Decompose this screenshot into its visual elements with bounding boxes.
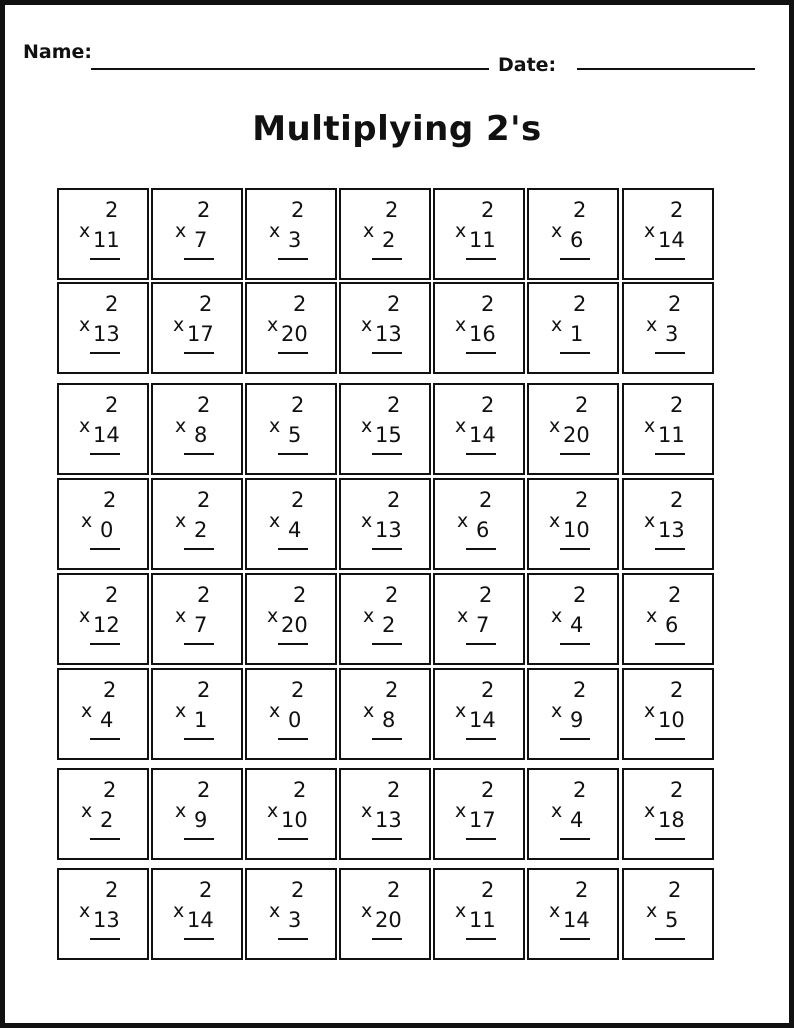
- multiplier: 1: [570, 322, 584, 346]
- multiplicand: 2: [479, 488, 493, 512]
- times-sign: x: [551, 700, 563, 722]
- times-sign: x: [551, 314, 563, 336]
- times-sign: x: [646, 605, 658, 627]
- page-title: Multiplying 2's: [252, 109, 542, 149]
- multiplicand: 2: [670, 393, 684, 417]
- multiplier: 11: [469, 908, 496, 932]
- multiplicand: 2: [573, 198, 587, 222]
- answer-line[interactable]: [372, 548, 402, 550]
- problem-cell: [57, 478, 149, 570]
- answer-line[interactable]: [184, 738, 214, 740]
- problem-cell: [57, 573, 149, 665]
- multiplicand: 2: [481, 678, 495, 702]
- times-sign: x: [455, 220, 467, 242]
- times-sign: x: [644, 220, 656, 242]
- multiplier: 7: [194, 228, 208, 252]
- multiplicand: 2: [291, 393, 305, 417]
- answer-line[interactable]: [90, 453, 120, 455]
- problem-cell: [151, 573, 243, 665]
- multiplier: 5: [288, 423, 302, 447]
- problem-cell: [57, 383, 149, 475]
- answer-line[interactable]: [184, 453, 214, 455]
- problem-cell: [527, 188, 619, 280]
- multiplicand: 2: [293, 778, 307, 802]
- multiplicand: 2: [103, 678, 117, 702]
- problem-cell: [622, 868, 714, 960]
- times-sign: x: [457, 510, 469, 532]
- answer-line[interactable]: [184, 643, 214, 645]
- times-sign: x: [644, 510, 656, 532]
- multiplier: 13: [93, 908, 120, 932]
- problem-cell: [527, 573, 619, 665]
- answer-line[interactable]: [372, 738, 402, 740]
- problem-cell: [339, 768, 431, 860]
- multiplier: 1: [194, 708, 208, 732]
- problem-cell: [339, 478, 431, 570]
- answer-line[interactable]: [372, 352, 402, 354]
- times-sign: x: [175, 415, 187, 437]
- multiplier: 7: [476, 613, 490, 637]
- problem-cell: [151, 282, 243, 374]
- problem-cell: [151, 188, 243, 280]
- times-sign: x: [455, 800, 467, 822]
- problem-cell: [433, 668, 525, 760]
- multiplier: 7: [194, 613, 208, 637]
- multiplicand: 2: [103, 778, 117, 802]
- answer-line[interactable]: [278, 258, 308, 260]
- name-label: Name:: [23, 41, 93, 63]
- problem-cell: [245, 573, 337, 665]
- problem-cell: [622, 188, 714, 280]
- multiplicand: 2: [668, 583, 682, 607]
- answer-line[interactable]: [466, 258, 496, 260]
- multiplicand: 2: [197, 488, 211, 512]
- problem-cell: [433, 188, 525, 280]
- answer-line[interactable]: [372, 643, 402, 645]
- times-sign: x: [175, 605, 187, 627]
- times-sign: x: [549, 510, 561, 532]
- multiplicand: 2: [197, 583, 211, 607]
- problem-cell: [151, 668, 243, 760]
- answer-line[interactable]: [184, 938, 214, 940]
- answer-line[interactable]: [655, 838, 685, 840]
- problem-cell: [57, 868, 149, 960]
- answer-line[interactable]: [655, 938, 685, 940]
- problem-cell: [151, 768, 243, 860]
- multiplier: 14: [658, 228, 685, 252]
- answer-line[interactable]: [560, 838, 590, 840]
- multiplier: 15: [375, 423, 402, 447]
- multiplier: 8: [194, 423, 208, 447]
- times-sign: x: [175, 800, 187, 822]
- answer-line[interactable]: [90, 548, 120, 550]
- answer-line[interactable]: [278, 838, 308, 840]
- multiplicand: 2: [293, 292, 307, 316]
- multiplicand: 2: [575, 878, 589, 902]
- times-sign: x: [267, 314, 279, 336]
- answer-line[interactable]: [466, 548, 496, 550]
- multiplicand: 2: [291, 878, 305, 902]
- answer-line[interactable]: [466, 838, 496, 840]
- answer-line[interactable]: [466, 738, 496, 740]
- problem-cell: [622, 282, 714, 374]
- answer-line[interactable]: [372, 838, 402, 840]
- times-sign: x: [79, 220, 91, 242]
- answer-line[interactable]: [372, 453, 402, 455]
- multiplier: 13: [93, 322, 120, 346]
- times-sign: x: [363, 220, 375, 242]
- multiplicand: 2: [575, 488, 589, 512]
- problem-cell: [622, 668, 714, 760]
- answer-line[interactable]: [90, 258, 120, 260]
- answer-line[interactable]: [184, 548, 214, 550]
- answer-line[interactable]: [560, 738, 590, 740]
- answer-line[interactable]: [560, 938, 590, 940]
- times-sign: x: [455, 314, 467, 336]
- multiplicand: 2: [197, 678, 211, 702]
- multiplier: 13: [375, 518, 402, 542]
- answer-line[interactable]: [466, 453, 496, 455]
- problem-cell: [245, 668, 337, 760]
- answer-line[interactable]: [278, 352, 308, 354]
- problem-cell: [622, 383, 714, 475]
- answer-line[interactable]: [560, 453, 590, 455]
- times-sign: x: [549, 415, 561, 437]
- problem-grid: [57, 188, 718, 967]
- times-sign: x: [79, 314, 91, 336]
- problem-cell: [433, 768, 525, 860]
- times-sign: x: [79, 605, 91, 627]
- multiplicand: 2: [387, 878, 401, 902]
- problem-cell: [339, 383, 431, 475]
- answer-line[interactable]: [655, 352, 685, 354]
- problem-cell: [433, 478, 525, 570]
- multiplier: 6: [570, 228, 584, 252]
- multiplier: 13: [658, 518, 685, 542]
- answer-line[interactable]: [372, 258, 402, 260]
- answer-line[interactable]: [655, 453, 685, 455]
- multiplicand: 2: [385, 583, 399, 607]
- multiplier: 20: [281, 322, 308, 346]
- times-sign: x: [551, 800, 563, 822]
- problem-cell: [339, 668, 431, 760]
- multiplicand: 2: [385, 678, 399, 702]
- problem-cell: [433, 383, 525, 475]
- multiplier: 2: [382, 613, 396, 637]
- multiplicand: 2: [479, 583, 493, 607]
- times-sign: x: [455, 900, 467, 922]
- problem-cell: [245, 768, 337, 860]
- multiplier: 3: [288, 908, 302, 932]
- problem-cell: [57, 768, 149, 860]
- multiplicand: 2: [197, 778, 211, 802]
- multiplicand: 2: [668, 292, 682, 316]
- multiplicand: 2: [103, 488, 117, 512]
- problem-cell: [339, 188, 431, 280]
- multiplier: 9: [194, 808, 208, 832]
- answer-line[interactable]: [655, 258, 685, 260]
- times-sign: x: [361, 800, 373, 822]
- problem-cell: [339, 282, 431, 374]
- problem-cell: [433, 282, 525, 374]
- multiplier: 3: [665, 322, 679, 346]
- problem-cell: [57, 282, 149, 374]
- multiplier: 6: [476, 518, 490, 542]
- multiplicand: 2: [105, 393, 119, 417]
- multiplicand: 2: [199, 878, 213, 902]
- times-sign: x: [361, 900, 373, 922]
- times-sign: x: [646, 314, 658, 336]
- multiplicand: 2: [291, 678, 305, 702]
- multiplicand: 2: [291, 198, 305, 222]
- multiplier: 2: [100, 808, 114, 832]
- times-sign: x: [79, 900, 91, 922]
- multiplier: 8: [382, 708, 396, 732]
- times-sign: x: [81, 800, 93, 822]
- multiplicand: 2: [291, 488, 305, 512]
- multiplier: 2: [382, 228, 396, 252]
- answer-line[interactable]: [278, 548, 308, 550]
- problem-cell: [339, 573, 431, 665]
- answer-line[interactable]: [560, 258, 590, 260]
- problem-cell: [245, 868, 337, 960]
- multiplier: 4: [570, 613, 584, 637]
- multiplier: 12: [93, 613, 120, 637]
- multiplicand: 2: [573, 292, 587, 316]
- multiplier: 10: [281, 808, 308, 832]
- times-sign: x: [173, 314, 185, 336]
- times-sign: x: [455, 700, 467, 722]
- times-sign: x: [361, 314, 373, 336]
- problem-cell: [527, 282, 619, 374]
- multiplier: 10: [658, 708, 685, 732]
- problem-cell: [527, 768, 619, 860]
- times-sign: x: [646, 900, 658, 922]
- times-sign: x: [175, 510, 187, 532]
- problem-cell: [339, 868, 431, 960]
- times-sign: x: [267, 800, 279, 822]
- multiplier: 14: [469, 423, 496, 447]
- multiplicand: 2: [670, 488, 684, 512]
- multiplicand: 2: [481, 778, 495, 802]
- answer-line[interactable]: [372, 938, 402, 940]
- multiplier: 10: [563, 518, 590, 542]
- multiplicand: 2: [387, 292, 401, 316]
- times-sign: x: [644, 800, 656, 822]
- date-label: Date:: [498, 54, 557, 76]
- multiplier: 5: [665, 908, 679, 932]
- problem-cell: [245, 383, 337, 475]
- multiplier: 14: [187, 908, 214, 932]
- multiplicand: 2: [199, 292, 213, 316]
- times-sign: x: [267, 605, 279, 627]
- multiplicand: 2: [387, 488, 401, 512]
- problem-cell: [57, 668, 149, 760]
- answer-line[interactable]: [466, 643, 496, 645]
- multiplier: 13: [375, 322, 402, 346]
- problem-cell: [527, 478, 619, 570]
- times-sign: x: [363, 700, 375, 722]
- answer-line[interactable]: [655, 548, 685, 550]
- times-sign: x: [173, 900, 185, 922]
- times-sign: x: [79, 415, 91, 437]
- answer-line[interactable]: [90, 838, 120, 840]
- multiplier: 11: [469, 228, 496, 252]
- multiplier: 20: [563, 423, 590, 447]
- multiplicand: 2: [573, 678, 587, 702]
- worksheet-header: [5, 5, 789, 95]
- multiplicand: 2: [481, 292, 495, 316]
- answer-line[interactable]: [560, 643, 590, 645]
- multiplicand: 2: [573, 778, 587, 802]
- multiplier: 14: [563, 908, 590, 932]
- multiplier: 3: [288, 228, 302, 252]
- problem-cell: [245, 282, 337, 374]
- name-field[interactable]: [91, 68, 489, 70]
- answer-line[interactable]: [278, 938, 308, 940]
- multiplicand: 2: [105, 878, 119, 902]
- multiplicand: 2: [573, 583, 587, 607]
- problem-cell: [151, 478, 243, 570]
- multiplicand: 2: [670, 678, 684, 702]
- answer-line[interactable]: [466, 352, 496, 354]
- answer-line[interactable]: [184, 838, 214, 840]
- problem-cell: [622, 768, 714, 860]
- times-sign: x: [81, 700, 93, 722]
- problem-cell: [151, 383, 243, 475]
- times-sign: x: [363, 605, 375, 627]
- times-sign: x: [175, 220, 187, 242]
- problem-cell: [527, 668, 619, 760]
- multiplier: 17: [469, 808, 496, 832]
- problem-cell: [622, 573, 714, 665]
- multiplicand: 2: [481, 198, 495, 222]
- multiplier: 2: [194, 518, 208, 542]
- answer-line[interactable]: [466, 938, 496, 940]
- answer-line[interactable]: [560, 548, 590, 550]
- multiplier: 20: [375, 908, 402, 932]
- times-sign: x: [551, 220, 563, 242]
- multiplier: 9: [570, 708, 584, 732]
- problem-cell: [433, 868, 525, 960]
- problem-cell: [151, 868, 243, 960]
- problem-cell: [245, 188, 337, 280]
- date-field[interactable]: [577, 68, 755, 70]
- multiplicand: 2: [385, 198, 399, 222]
- times-sign: x: [175, 700, 187, 722]
- multiplicand: 2: [197, 198, 211, 222]
- multiplier: 17: [187, 322, 214, 346]
- times-sign: x: [361, 510, 373, 532]
- answer-line[interactable]: [278, 453, 308, 455]
- multiplier: 16: [469, 322, 496, 346]
- multiplier: 0: [100, 518, 114, 542]
- answer-line[interactable]: [184, 258, 214, 260]
- multiplier: 4: [100, 708, 114, 732]
- multiplicand: 2: [670, 198, 684, 222]
- problem-cell: [527, 868, 619, 960]
- multiplier: 14: [469, 708, 496, 732]
- multiplicand: 2: [293, 583, 307, 607]
- multiplicand: 2: [481, 878, 495, 902]
- multiplier: 6: [665, 613, 679, 637]
- problem-cell: [622, 478, 714, 570]
- multiplier: 18: [658, 808, 685, 832]
- problem-cell: [245, 478, 337, 570]
- times-sign: x: [269, 700, 281, 722]
- multiplicand: 2: [670, 778, 684, 802]
- multiplier: 4: [570, 808, 584, 832]
- answer-line[interactable]: [184, 352, 214, 354]
- times-sign: x: [457, 605, 469, 627]
- answer-line[interactable]: [655, 738, 685, 740]
- times-sign: x: [644, 415, 656, 437]
- multiplicand: 2: [387, 778, 401, 802]
- times-sign: x: [455, 415, 467, 437]
- multiplicand: 2: [105, 292, 119, 316]
- times-sign: x: [361, 415, 373, 437]
- problem-cell: [527, 383, 619, 475]
- times-sign: x: [644, 700, 656, 722]
- multiplicand: 2: [197, 393, 211, 417]
- multiplier: 14: [93, 423, 120, 447]
- times-sign: x: [549, 900, 561, 922]
- times-sign: x: [269, 220, 281, 242]
- answer-line[interactable]: [655, 643, 685, 645]
- times-sign: x: [269, 415, 281, 437]
- multiplier: 13: [375, 808, 402, 832]
- multiplicand: 2: [105, 198, 119, 222]
- times-sign: x: [269, 900, 281, 922]
- answer-line[interactable]: [90, 352, 120, 354]
- multiplier: 4: [288, 518, 302, 542]
- answer-line[interactable]: [90, 738, 120, 740]
- times-sign: x: [551, 605, 563, 627]
- answer-line[interactable]: [278, 738, 308, 740]
- answer-line[interactable]: [278, 643, 308, 645]
- multiplicand: 2: [387, 393, 401, 417]
- answer-line[interactable]: [90, 938, 120, 940]
- multiplicand: 2: [668, 878, 682, 902]
- problem-cell: [57, 188, 149, 280]
- multiplicand: 2: [575, 393, 589, 417]
- times-sign: x: [81, 510, 93, 532]
- multiplicand: 2: [481, 393, 495, 417]
- multiplier: 11: [658, 423, 685, 447]
- multiplicand: 2: [105, 583, 119, 607]
- answer-line[interactable]: [560, 352, 590, 354]
- multiplier: 20: [281, 613, 308, 637]
- multiplier: 0: [288, 708, 302, 732]
- problem-cell: [433, 573, 525, 665]
- answer-line[interactable]: [90, 643, 120, 645]
- multiplier: 11: [93, 228, 120, 252]
- times-sign: x: [269, 510, 281, 532]
